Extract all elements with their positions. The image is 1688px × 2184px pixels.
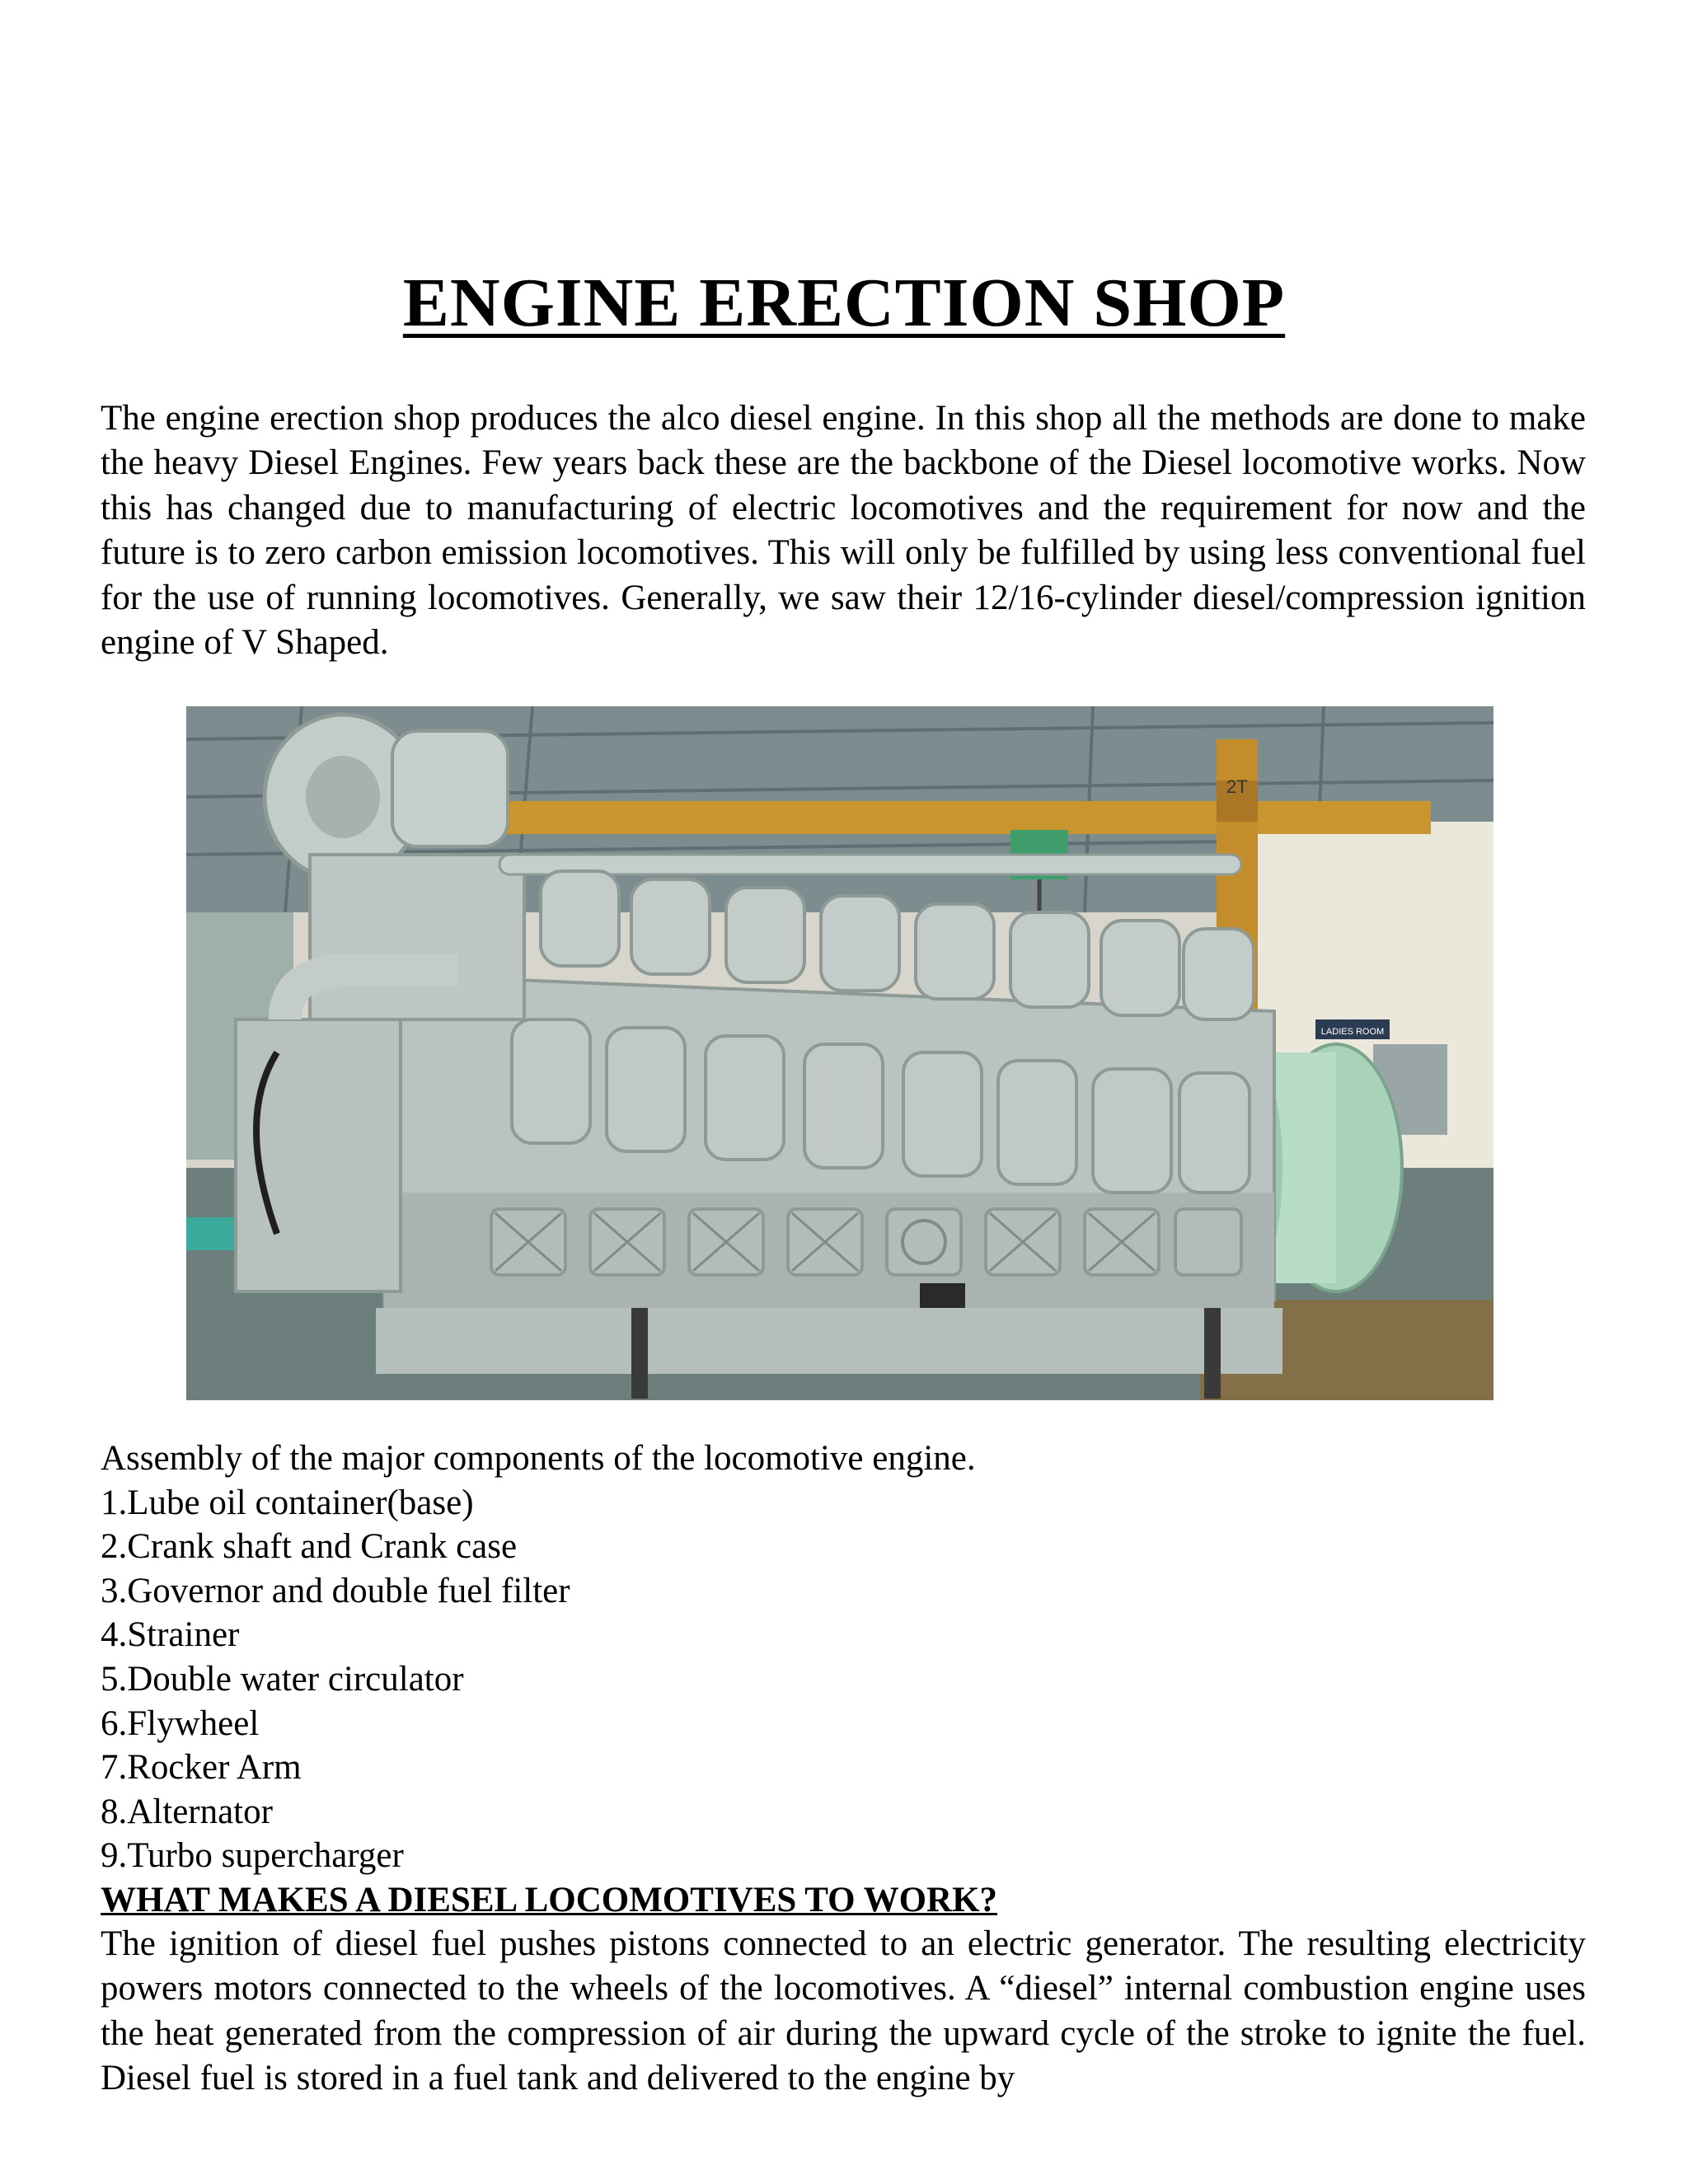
diesel-engine-illustration (186, 706, 1493, 1400)
list-item: 2.Crank shaft and Crank case (101, 1527, 518, 1567)
sign-text: LADIES ROOM (1320, 1027, 1385, 1037)
intro-paragraph: The engine erection shop produces the alco diesel engine. In this shop all the methods are done to make the heavy Diesel Engines. Few years back these are the backbone of the Diesel locomotive works. Now this has changed due to manufacturing of electric locomotives and the requirement for now and the future is to zero carbon emission locomotives. This will only be fulfilled by using less conventional fuel for the use of running locomotives. Generally, we saw their 12/16-cylinder diesel/compression ignition engine of V Shaped. (101, 399, 1586, 663)
page-title: ENGINE ERECTION SHOP (402, 265, 1286, 341)
section-heading: WHAT MAKES A DIESEL LOCOMOTIVES TO WORK? (101, 1881, 998, 1919)
list-item: 9.Turbo supercharger (101, 1836, 404, 1876)
components-list (101, 1436, 1586, 1878)
engine-photo (186, 706, 1493, 1400)
components-intro: Assembly of the major components of the locomotive engine. (101, 1439, 976, 1478)
crane-label: 2T (1226, 776, 1248, 797)
list-item: 5.Double water circulator (101, 1659, 464, 1699)
outro-paragraph: The ignition of diesel fuel pushes pistons connected to an electric generator. The resulting electricity powers motors connected to the wheels of the locomotives. A “diesel” internal combustion engine uses the heat generated from the compression of air during the upward cycle of the stroke to ignite the fuel. Diesel fuel is stored in a fuel tank and delivered to the engine by (101, 1924, 1586, 2098)
list-item: 3.Governor and double fuel filter (101, 1571, 570, 1610)
list-item: 4.Strainer (101, 1615, 240, 1655)
list-item: 1.Lube oil container(base) (101, 1483, 474, 1522)
list-item: 7.Rocker Arm (101, 1748, 302, 1788)
list-item: 6.Flywheel (101, 1704, 260, 1743)
list-item: 8.Alternator (101, 1792, 273, 1831)
